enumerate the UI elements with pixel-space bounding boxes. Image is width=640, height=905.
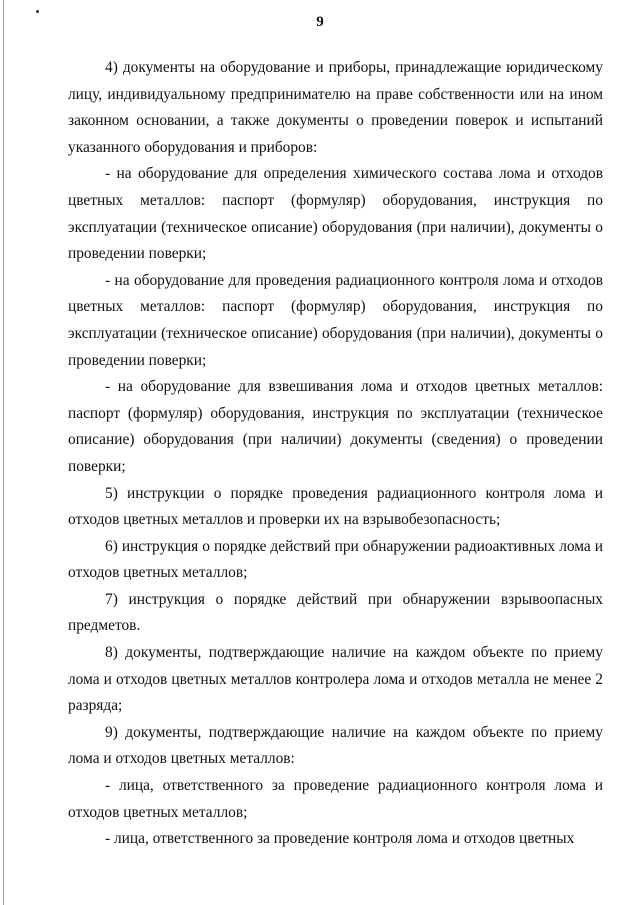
document-body <box>68 55 603 853</box>
paragraph-item-7: 7) инструкция о порядке действий при обнаружении взрывоопасных предметов. <box>68 590 603 635</box>
paragraph-item-6: 6) инструкция о порядке действий при обнаружении радиоактивных лома и отходов цветных металлов; <box>68 537 603 582</box>
paragraph-control-responsible: - лица, ответственного за проведение контроля лома и отходов цветных <box>105 830 575 848</box>
paragraph-chemical-equipment: - на оборудование для определения химического состава лома и отходов цветных металлов: паспорт (формуляр) оборудования, инструкция по эксплуатации (техническое описание) оборудования (при наличии), документы о проведении поверки; <box>68 165 603 263</box>
page-number: 9 <box>316 14 324 30</box>
paragraph-item-9: 9) документы, подтверждающие наличие на каждом объекте по приему лома и отходов цветных металлов: <box>68 723 603 768</box>
paragraph-weighing-equipment: - на оборудование для взвешивания лома и отходов цветных металлов: паспорт (формуляр) оборудования, инструкция по эксплуатации (техническое описание) оборудования (при наличии) документы (сведения) о проведении поверки; <box>68 378 603 475</box>
paragraph-item-4: 4) документы на оборудование и приборы, принадлежащие юридическому лицу, индивидуальному предпринимателю на праве собственности или на ином законном основании, а также документы о проведении поверок и испытаний указанного оборудования и приборов: <box>68 59 603 156</box>
scan-border-line <box>3 0 4 905</box>
scan-speck <box>36 10 39 13</box>
paragraph-item-8: 8) документы, подтверждающие наличие на каждом объекте по приему лома и отходов цветных металлов контролера лома и отходов металла не менее 2 разряда; <box>68 644 603 715</box>
paragraph-radiation-responsible: - лица, ответственного за проведение радиационного контроля лома и отходов цветных металлов; <box>68 777 603 821</box>
paragraph-item-5: 5) инструкции о порядке проведения радиационного контроля лома и отходов цветных металлов и проверки их на взрывобезопасность; <box>68 484 603 529</box>
paragraph-radiation-equipment: - на оборудование для проведения радиационного контроля лома и отходов цветных металлов: паспорт (формуляр) оборудования, инструкция по эксплуатации (техническое описание) оборудования (при наличии), документы о проведении поверки; <box>68 271 603 369</box>
